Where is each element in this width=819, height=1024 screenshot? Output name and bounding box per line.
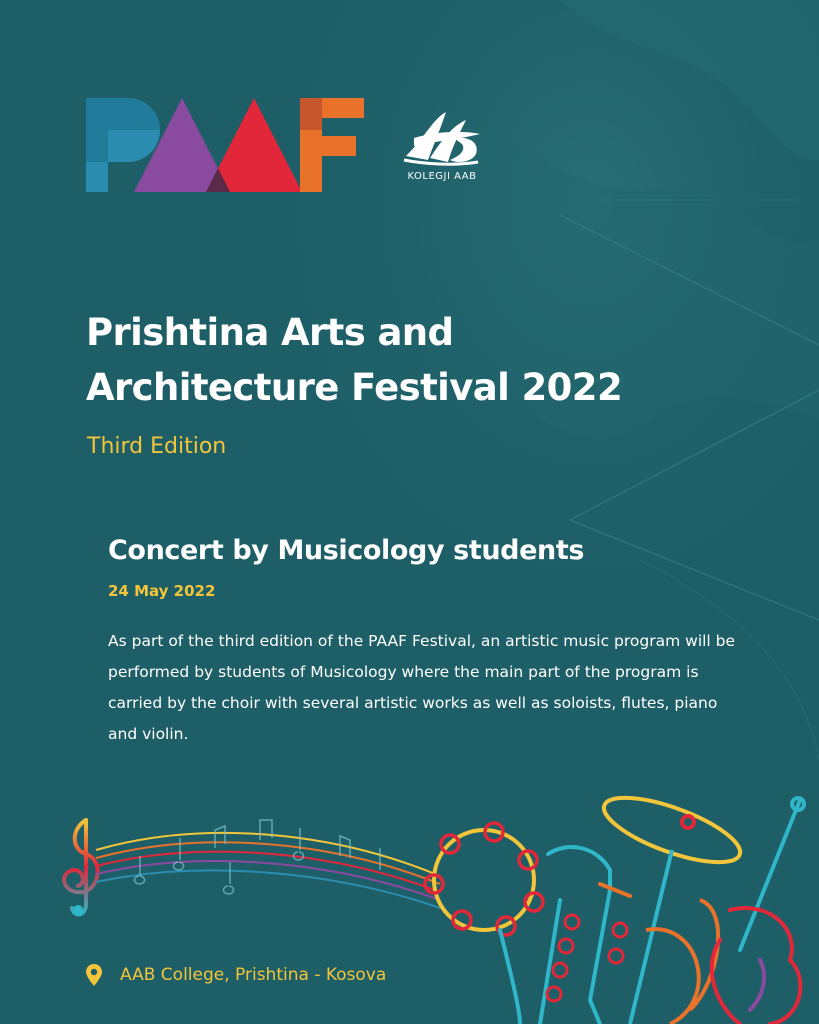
aab-emblem-icon bbox=[394, 108, 490, 168]
map-pin-icon bbox=[86, 964, 102, 986]
treble-clef-icon bbox=[64, 820, 98, 915]
festival-title-line-2: Architecture Festival 2022 bbox=[86, 366, 623, 409]
paaf-logo-mark bbox=[86, 98, 366, 194]
festival-title bbox=[86, 305, 726, 415]
tambourine-icon bbox=[425, 823, 543, 935]
kolegji-aab-logo bbox=[394, 108, 490, 194]
festival-title-line-1: Prishtina Arts and bbox=[86, 311, 454, 354]
event-title: Concert by Musicology students bbox=[108, 535, 584, 566]
saxophone-icon bbox=[500, 847, 630, 1024]
paaf-logo bbox=[86, 98, 366, 194]
music-instruments-illustration bbox=[0, 780, 819, 1024]
edition-label: Third Edition bbox=[87, 434, 227, 459]
music-staff-icon bbox=[96, 820, 440, 908]
location-text: AAB College, Prishtina - Kosova bbox=[120, 965, 387, 985]
event-description: As part of the third edition of the PAAF Festival, an artistic music program will be performed by students of Musicology where the main part of the program is carried by the choir with several artistic works as well as soloists, flutes, piano and violin. bbox=[108, 632, 736, 743]
event-date: 24 May 2022 bbox=[108, 582, 216, 600]
location bbox=[86, 964, 386, 986]
aab-logo-text: KOLEGJI AAB bbox=[407, 171, 477, 182]
cymbal-icon bbox=[597, 785, 747, 1024]
